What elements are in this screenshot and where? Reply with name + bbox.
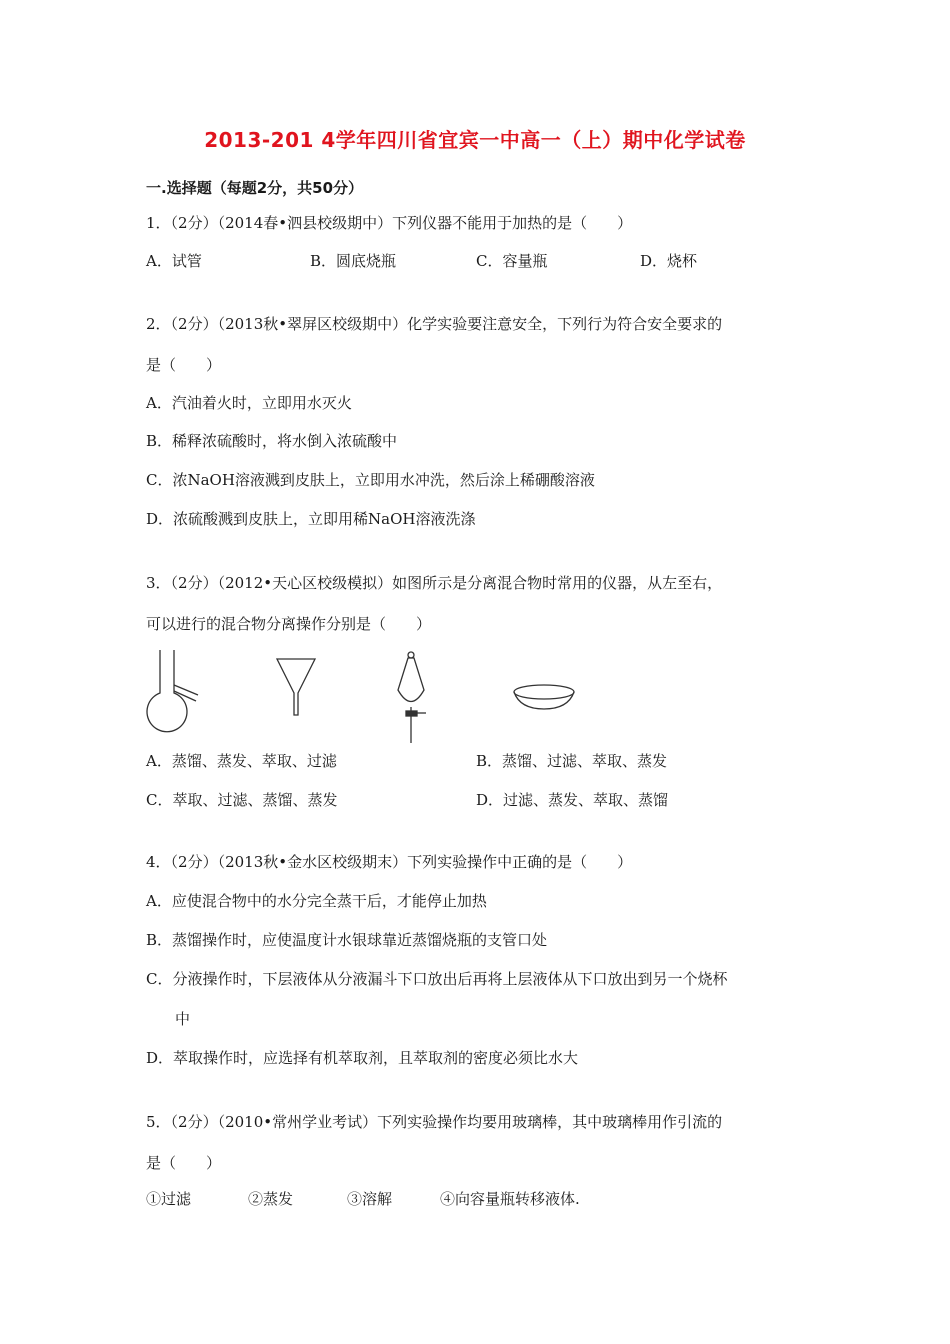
q5-item-1: ①过滤: [146, 1190, 192, 1208]
exam-title: 2013-201 4学年四川省宜宾一中高一（上）期中化学试卷: [204, 128, 746, 152]
q3-option-a: A．蒸馏、蒸发、萃取、过滤: [146, 752, 337, 770]
q4-option-d: D．萃取操作时，应选择有机萃取剂，且萃取剂的密度必须比水大: [146, 1049, 579, 1067]
q5-item-2: ②蒸发: [248, 1190, 294, 1208]
question-5-stem-line-2: 是（ ）: [146, 1154, 222, 1172]
q4-option-b: B．蒸馏操作时，应使温度计水银球靠近蒸馏烧瓶的支管口处: [146, 931, 548, 949]
q4-option-c: C．分液操作时，下层液体从分液漏斗下口放出后再将上层液体从下口放出到另一个烧杯: [146, 970, 728, 988]
question-1-stem: 1．（2分）（2014春•泗县校级期中）下列仪器不能用于加热的是（ ）: [146, 214, 633, 232]
question-2-stem-line-2: 是（ ）: [146, 356, 222, 374]
question-5-stem-line-1: 5．（2分）（2010•常州学业考试）下列实验操作均要用玻璃棒，其中玻璃棒用作引流的: [146, 1113, 723, 1131]
q4-option-c-continued: 中: [175, 1010, 191, 1028]
evaporating-dish-icon: [514, 685, 574, 709]
funnel-icon: [277, 659, 315, 715]
q2-option-d: D．浓硫酸溅到皮肤上，立即用稀NaOH溶液洗涤: [146, 510, 476, 528]
q3-option-d: D．过滤、蒸发、萃取、蒸馏: [476, 791, 669, 809]
q2-option-c: C．浓NaOH溶液溅到皮肤上，立即用水冲洗，然后涂上稀硼酸溶液: [146, 471, 595, 489]
q2-option-b: B．稀释浓硫酸时，将水倒入浓硫酸中: [146, 432, 398, 450]
q1-option-c: C．容量瓶: [476, 252, 548, 270]
distillation-flask-icon: [147, 650, 198, 732]
q1-option-d: D．烧杯: [640, 252, 698, 270]
question-4-stem: 4．（2分）（2013秋•金水区校级期末）下列实验操作中正确的是（ ）: [146, 853, 633, 871]
q5-item-4: ④向容量瓶转移液体.: [440, 1190, 580, 1208]
separatory-funnel-icon: [398, 652, 426, 743]
question-3-stem-line-2: 可以进行的混合物分离操作分别是（ ）: [146, 615, 432, 633]
question-3-stem-line-1: 3．（2分）（2012•天心区校级模拟）如图所示是分离混合物时常用的仪器，从左至右，: [146, 574, 723, 592]
q2-option-a: A．汽油着火时，立即用水灭火: [146, 394, 352, 412]
separation-apparatus-figure: [140, 645, 600, 755]
q3-option-c: C．萃取、过滤、蒸馏、蒸发: [146, 791, 338, 809]
q4-option-a: A．应使混合物中的水分完全蒸干后，才能停止加热: [146, 892, 487, 910]
q3-option-b: B．蒸馏、过滤、萃取、蒸发: [476, 752, 668, 770]
question-2-stem-line-1: 2．（2分）（2013秋•翠屏区校级期中）化学实验要注意安全，下列行为符合安全要求的: [146, 315, 723, 333]
q1-option-b: B．圆底烧瓶: [310, 252, 397, 270]
section-heading: 一.选择题（每题2分，共50分）: [146, 179, 364, 197]
q5-item-3: ③溶解: [347, 1190, 393, 1208]
q1-option-a: A．试管: [146, 252, 202, 270]
